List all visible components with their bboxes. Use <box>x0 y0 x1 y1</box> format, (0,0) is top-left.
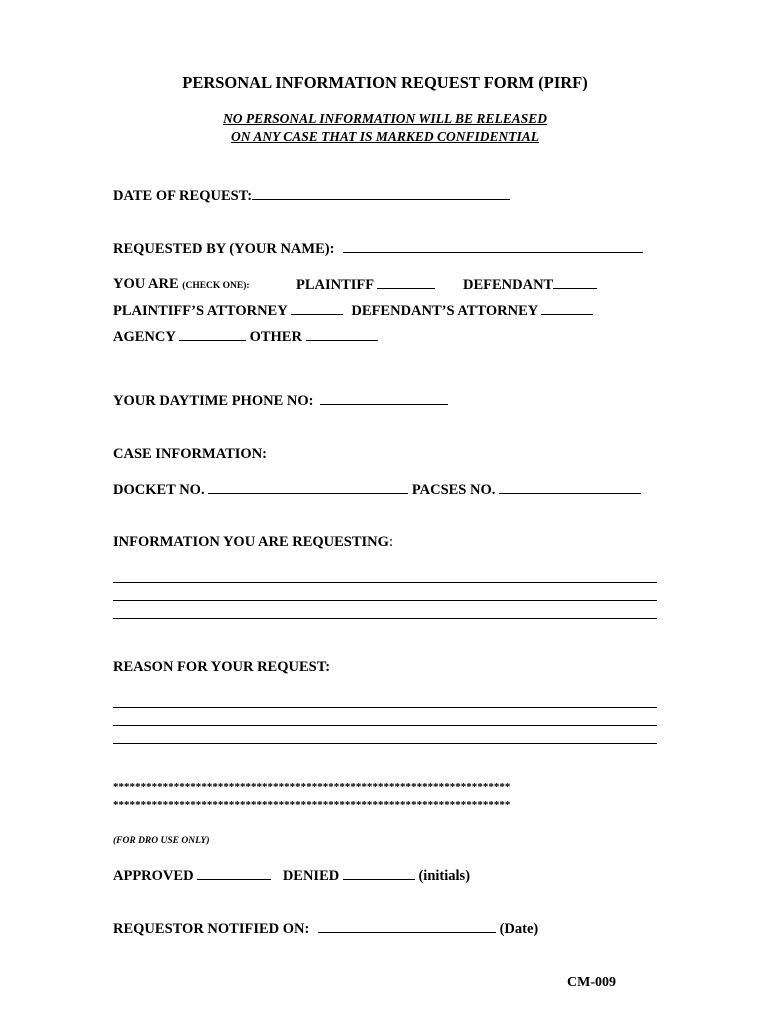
you-are-row <box>113 275 250 295</box>
requested-by-label: REQUESTED BY (YOUR NAME): <box>113 241 335 257</box>
separator-stars-1: ************************************************************************ <box>113 781 511 793</box>
agency-checkbox-line[interactable] <box>179 327 246 341</box>
notified-on-label: REQUESTOR NOTIFIED ON: <box>113 921 310 937</box>
attorney-row <box>113 301 593 320</box>
approval-row <box>113 866 470 885</box>
agency-row <box>113 327 378 346</box>
reason-line-2[interactable] <box>113 725 657 726</box>
dro-use-only-note: (FOR DRO USE ONLY) <box>113 836 210 846</box>
notified-on-field[interactable] <box>318 919 496 933</box>
agency-label: AGENCY <box>113 329 176 345</box>
reason-line-3[interactable] <box>113 743 657 744</box>
confidential-notice-line-1: NO PERSONAL INFORMATION WILL BE RELEASED <box>223 111 547 126</box>
approved-field[interactable] <box>197 866 271 880</box>
date-of-request-label: DATE OF REQUEST: <box>113 188 253 204</box>
plaintiff-option <box>296 275 435 294</box>
defendant-option <box>463 275 597 294</box>
reason-line-1[interactable] <box>113 707 657 708</box>
defendant-checkbox-line[interactable] <box>553 275 597 289</box>
requested-by-row <box>113 239 643 258</box>
date-label: (Date) <box>499 921 539 937</box>
plaintiff-label: PLAINTIFF <box>296 277 374 293</box>
info-requesting-label-row <box>113 533 393 551</box>
docket-no-label: DOCKET NO. <box>113 482 205 498</box>
form-code: CM-009 <box>567 975 616 990</box>
defendants-attorney-label: DEFENDANT’S ATTORNEY <box>351 303 538 319</box>
pacses-no-field[interactable] <box>499 480 641 494</box>
requested-by-field[interactable] <box>343 239 643 253</box>
notified-row <box>113 919 538 938</box>
pacses-no-label: PACSES NO. <box>411 482 496 498</box>
docket-row <box>113 480 641 499</box>
form-title: PERSONAL INFORMATION REQUEST FORM (PIRF) <box>182 73 588 92</box>
approved-label: APPROVED <box>113 868 194 884</box>
daytime-phone-field[interactable] <box>320 391 448 405</box>
info-requesting-line-3[interactable] <box>113 618 657 619</box>
check-one-note: (CHECK ONE): <box>182 281 250 291</box>
info-requesting-line-1[interactable] <box>113 582 657 583</box>
info-requesting-colon: : <box>388 534 393 550</box>
denied-field[interactable] <box>343 866 415 880</box>
denied-label: DENIED <box>282 868 340 884</box>
daytime-phone-row <box>113 391 448 410</box>
info-requesting-label: INFORMATION YOU ARE REQUESTING <box>113 534 389 550</box>
other-label: OTHER <box>249 329 302 345</box>
daytime-phone-label: YOUR DAYTIME PHONE NO: <box>113 393 314 409</box>
date-of-request-row <box>113 186 510 205</box>
plaintiffs-attorney-label: PLAINTIFF’S ATTORNEY <box>113 303 288 319</box>
defendant-label: DEFENDANT <box>463 277 554 293</box>
reason-label: REASON FOR YOUR REQUEST: <box>113 659 331 675</box>
info-requesting-line-2[interactable] <box>113 600 657 601</box>
case-information-heading: CASE INFORMATION: <box>113 446 267 462</box>
separator-stars-2: ************************************************************************ <box>113 799 511 811</box>
confidential-notice-line-2: ON ANY CASE THAT IS MARKED CONFIDENTIAL <box>230 129 540 144</box>
other-checkbox-line[interactable] <box>306 327 378 341</box>
plaintiffs-attorney-checkbox-line[interactable] <box>291 301 343 315</box>
initials-label: (initials) <box>418 868 471 884</box>
you-are-label: YOU ARE <box>113 276 179 292</box>
plaintiff-checkbox-line[interactable] <box>377 275 435 289</box>
docket-no-field[interactable] <box>208 480 408 494</box>
defendants-attorney-checkbox-line[interactable] <box>541 301 593 315</box>
date-of-request-field[interactable] <box>252 186 510 200</box>
